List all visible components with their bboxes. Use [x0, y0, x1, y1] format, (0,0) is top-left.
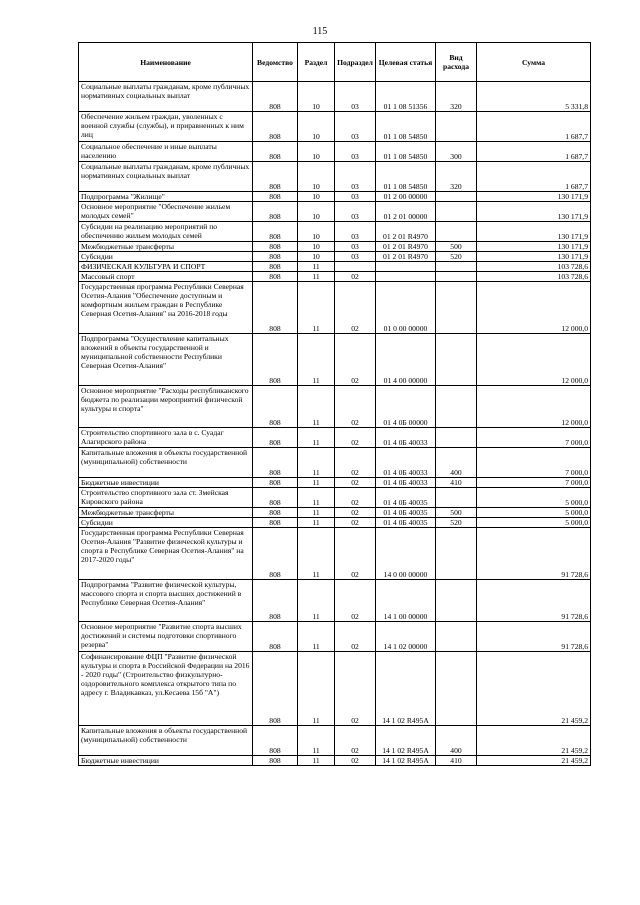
cell-dept: 808 — [253, 756, 298, 766]
cell-dept: 808 — [253, 272, 298, 282]
cell-name: Массовый спорт — [79, 272, 253, 282]
cell-subsection: 02 — [335, 428, 376, 448]
cell-name: Субсидии на реализацию мероприятий по обеспечению жильем молодых семей — [79, 222, 253, 242]
cell-kind — [436, 334, 477, 386]
cell-section: 11 — [298, 580, 335, 622]
cell-kind — [436, 488, 477, 508]
cell-sum: 12 000,0 — [477, 282, 591, 334]
table-row — [79, 756, 591, 766]
cell-sum: 103 728,6 — [477, 272, 591, 282]
cell-item: 01 1 08 54850 — [376, 162, 436, 192]
cell-item: 01 4 0Б 40033 — [376, 448, 436, 478]
cell-dept: 808 — [253, 192, 298, 202]
cell-kind — [436, 622, 477, 652]
cell-section: 10 — [298, 222, 335, 242]
cell-sum: 1 687,7 — [477, 142, 591, 162]
cell-subsection: 03 — [335, 192, 376, 202]
cell-sum: 130 171,9 — [477, 252, 591, 262]
table-row — [79, 282, 591, 334]
cell-dept: 808 — [253, 252, 298, 262]
cell-section: 11 — [298, 262, 335, 272]
cell-name: Социальное обеспечение и иные выплаты населению — [79, 142, 253, 162]
cell-section: 11 — [298, 488, 335, 508]
cell-dept: 808 — [253, 82, 298, 112]
table-row — [79, 528, 591, 580]
cell-section: 10 — [298, 112, 335, 142]
cell-kind — [436, 262, 477, 272]
cell-subsection: 03 — [335, 162, 376, 192]
cell-kind — [436, 282, 477, 334]
cell-sum: 5 000,0 — [477, 508, 591, 518]
cell-dept: 808 — [253, 162, 298, 192]
cell-subsection: 02 — [335, 508, 376, 518]
cell-kind: 410 — [436, 478, 477, 488]
cell-dept: 808 — [253, 222, 298, 242]
table-row — [79, 652, 591, 726]
cell-subsection: 02 — [335, 272, 376, 282]
cell-subsection: 03 — [335, 222, 376, 242]
cell-section: 11 — [298, 528, 335, 580]
cell-section: 10 — [298, 142, 335, 162]
cell-kind — [436, 112, 477, 142]
cell-sum: 5 000,0 — [477, 488, 591, 508]
cell-subsection: 03 — [335, 112, 376, 142]
cell-subsection: 02 — [335, 528, 376, 580]
cell-subsection: 02 — [335, 488, 376, 508]
cell-item: 14 1 00 00000 — [376, 580, 436, 622]
budget-table — [78, 42, 591, 766]
cell-kind: 520 — [436, 252, 477, 262]
cell-kind: 400 — [436, 448, 477, 478]
cell-section: 11 — [298, 282, 335, 334]
header-kind: Вид расхода — [436, 43, 477, 82]
cell-section: 11 — [298, 334, 335, 386]
cell-item: 01 2 01 R4970 — [376, 252, 436, 262]
cell-section: 11 — [298, 756, 335, 766]
table-body — [79, 82, 591, 766]
cell-sum: 12 000,0 — [477, 334, 591, 386]
cell-dept: 808 — [253, 528, 298, 580]
cell-name: Подпрограмма "Жилище" — [79, 192, 253, 202]
cell-item: 01 4 0Б 40033 — [376, 428, 436, 448]
cell-item: 14 1 02 R495А — [376, 726, 436, 756]
cell-kind: 520 — [436, 518, 477, 528]
cell-name: Основное мероприятие "Обеспечение жильем молодых семей" — [79, 202, 253, 222]
cell-item: 01 4 0Б 40035 — [376, 488, 436, 508]
cell-dept: 808 — [253, 652, 298, 726]
cell-name: Бюджетные инвестиции — [79, 756, 253, 766]
cell-subsection: 02 — [335, 518, 376, 528]
cell-dept: 808 — [253, 580, 298, 622]
table-row — [79, 252, 591, 262]
cell-subsection: 02 — [335, 386, 376, 428]
cell-dept: 808 — [253, 282, 298, 334]
cell-subsection: 02 — [335, 622, 376, 652]
cell-sum: 21 459,2 — [477, 652, 591, 726]
cell-sum: 5 000,0 — [477, 518, 591, 528]
cell-item — [376, 262, 436, 272]
cell-sum: 91 728,6 — [477, 528, 591, 580]
cell-name: Субсидии — [79, 518, 253, 528]
cell-kind — [436, 652, 477, 726]
cell-subsection: 03 — [335, 202, 376, 222]
table-row — [79, 428, 591, 448]
cell-name: Капитальные вложения в объекты государственной (муниципальной) собственности — [79, 448, 253, 478]
cell-kind: 320 — [436, 162, 477, 192]
cell-kind — [436, 222, 477, 242]
cell-section: 10 — [298, 192, 335, 202]
cell-item: 01 4 0Б 40035 — [376, 518, 436, 528]
cell-item: 14 0 00 00000 — [376, 528, 436, 580]
cell-section: 10 — [298, 162, 335, 192]
cell-dept: 808 — [253, 262, 298, 272]
cell-section: 10 — [298, 252, 335, 262]
cell-item: 01 1 08 54850 — [376, 142, 436, 162]
cell-name: Социальные выплаты гражданам, кроме публичных нормативных социальных выплат — [79, 162, 253, 192]
cell-name: Обеспечение жильем граждан, уволенных с военной службы (службы), и приравненных к ним лиц — [79, 112, 253, 142]
cell-subsection: 02 — [335, 756, 376, 766]
table-row — [79, 202, 591, 222]
cell-dept: 808 — [253, 508, 298, 518]
cell-item: 01 0 00 00000 — [376, 282, 436, 334]
cell-section: 10 — [298, 242, 335, 252]
header-name: Наименование — [79, 43, 253, 82]
cell-name: Субсидии — [79, 252, 253, 262]
cell-sum: 130 171,9 — [477, 222, 591, 242]
table-row — [79, 518, 591, 528]
cell-subsection: 02 — [335, 726, 376, 756]
table-row — [79, 386, 591, 428]
cell-item: 01 2 01 R4970 — [376, 242, 436, 252]
table-row — [79, 142, 591, 162]
header-subsection: Подраздел — [335, 43, 376, 82]
cell-subsection: 02 — [335, 448, 376, 478]
cell-subsection — [335, 262, 376, 272]
cell-name: Бюджетные инвестиции — [79, 478, 253, 488]
cell-item: 01 2 01 R4970 — [376, 222, 436, 242]
cell-name: Софинансирование ФЦП "Развитие физической культуры и спорта в Российской Федерации на 2016 - 2020 годы" (Строительство физкультурно-оздоровительного комплекса открытого типа по адресу г. Владикавказ, ул.Кесаева 15б "А") — [79, 652, 253, 726]
cell-dept: 808 — [253, 386, 298, 428]
table-row — [79, 262, 591, 272]
cell-item: 01 1 08 51356 — [376, 82, 436, 112]
cell-name: Капитальные вложения в объекты государственной (муниципальной) собственности — [79, 726, 253, 756]
cell-subsection: 03 — [335, 242, 376, 252]
table-row — [79, 162, 591, 192]
table-row — [79, 242, 591, 252]
cell-name: Межбюджетные трансферты — [79, 508, 253, 518]
cell-kind: 410 — [436, 756, 477, 766]
cell-dept: 808 — [253, 518, 298, 528]
table-row — [79, 448, 591, 478]
cell-item: 01 2 00 00000 — [376, 192, 436, 202]
cell-sum: 5 331,8 — [477, 82, 591, 112]
cell-sum: 21 459,2 — [477, 756, 591, 766]
cell-dept: 808 — [253, 428, 298, 448]
cell-section: 11 — [298, 652, 335, 726]
table-row — [79, 334, 591, 386]
cell-dept: 808 — [253, 488, 298, 508]
cell-kind: 400 — [436, 726, 477, 756]
cell-kind — [436, 580, 477, 622]
cell-kind: 500 — [436, 508, 477, 518]
cell-kind — [436, 202, 477, 222]
cell-subsection: 03 — [335, 252, 376, 262]
cell-item: 14 1 02 00000 — [376, 622, 436, 652]
cell-item: 01 1 08 54850 — [376, 112, 436, 142]
cell-item: 01 4 0Б 40035 — [376, 508, 436, 518]
table-row — [79, 192, 591, 202]
cell-section: 11 — [298, 478, 335, 488]
header-item: Целевая статья — [376, 43, 436, 82]
table-row — [79, 478, 591, 488]
table-row — [79, 622, 591, 652]
cell-kind: 300 — [436, 142, 477, 162]
cell-item: 01 4 0Б 00000 — [376, 386, 436, 428]
cell-subsection: 03 — [335, 142, 376, 162]
cell-name: Государственная программа Республики Северная Осетия-Алания "Развитие физической культуры и спорта в Республике Северная Осетия-Алания" на 2017-2020 годы" — [79, 528, 253, 580]
cell-item: 01 4 00 00000 — [376, 334, 436, 386]
cell-item: 14 1 02 R495А — [376, 756, 436, 766]
cell-section: 11 — [298, 622, 335, 652]
cell-sum: 12 000,0 — [477, 386, 591, 428]
cell-name: Строительство спортивного зала в с. Суадаг Алагирского района — [79, 428, 253, 448]
cell-subsection: 02 — [335, 282, 376, 334]
table-row — [79, 508, 591, 518]
table-row — [79, 112, 591, 142]
cell-section: 11 — [298, 508, 335, 518]
cell-subsection: 02 — [335, 652, 376, 726]
header-sum: Сумма — [477, 43, 591, 82]
table-row — [79, 222, 591, 242]
cell-name: Строительство спортивного зала ст. Змейская Кировского района — [79, 488, 253, 508]
table-row — [79, 272, 591, 282]
cell-name: Межбюджетные трансферты — [79, 242, 253, 252]
page-number: 115 — [312, 26, 328, 37]
cell-dept: 808 — [253, 478, 298, 488]
cell-kind — [436, 192, 477, 202]
cell-dept: 808 — [253, 112, 298, 142]
cell-name: Подпрограмма "Осуществление капитальных вложений в объекты государственной и муниципальной собственности Республики Северная Осетия-Алания" — [79, 334, 253, 386]
cell-dept: 808 — [253, 202, 298, 222]
cell-dept: 808 — [253, 242, 298, 252]
cell-subsection: 02 — [335, 580, 376, 622]
cell-name: Основное мероприятие "Развитие спорта высших достижений и системы подготовки спортивного резерва" — [79, 622, 253, 652]
cell-kind: 500 — [436, 242, 477, 252]
cell-section: 11 — [298, 428, 335, 448]
cell-sum: 130 171,9 — [477, 242, 591, 252]
cell-name: Государственная программа Республики Северная Осетия-Алания "Обеспечение доступным и комфортным жильем граждан в Республике Северная Осетия-Алания" на 2016-2018 годы — [79, 282, 253, 334]
table-row — [79, 488, 591, 508]
cell-sum: 130 171,9 — [477, 202, 591, 222]
cell-kind — [436, 272, 477, 282]
cell-dept: 808 — [253, 142, 298, 162]
cell-kind — [436, 386, 477, 428]
header-dept: Ведомство — [253, 43, 298, 82]
cell-sum: 130 171,9 — [477, 192, 591, 202]
cell-item: 01 2 01 00000 — [376, 202, 436, 222]
cell-sum: 91 728,6 — [477, 580, 591, 622]
cell-name: Основное мероприятие "Расходы республиканского бюджета по реализации мероприятий физической культуры и спорта" — [79, 386, 253, 428]
cell-subsection: 02 — [335, 334, 376, 386]
cell-section: 11 — [298, 448, 335, 478]
table-row — [79, 580, 591, 622]
header-section: Раздел — [298, 43, 335, 82]
cell-name: Социальные выплаты гражданам, кроме публичных нормативных социальных выплат — [79, 82, 253, 112]
cell-sum: 1 687,7 — [477, 162, 591, 192]
cell-kind — [436, 428, 477, 448]
cell-sum: 1 687,7 — [477, 112, 591, 142]
cell-kind — [436, 528, 477, 580]
cell-sum: 7 000,0 — [477, 478, 591, 488]
cell-sum: 7 000,0 — [477, 428, 591, 448]
cell-section: 11 — [298, 518, 335, 528]
cell-dept: 808 — [253, 622, 298, 652]
cell-item: 01 4 0Б 40033 — [376, 478, 436, 488]
cell-subsection: 03 — [335, 82, 376, 112]
cell-sum: 103 728,6 — [477, 262, 591, 272]
cell-kind: 320 — [436, 82, 477, 112]
cell-section: 11 — [298, 272, 335, 282]
cell-section: 11 — [298, 386, 335, 428]
cell-name: Подпрограмма "Развитие физической культуры, массового спорта и спорта высших достижений в Республике Северная Осетия-Алания" — [79, 580, 253, 622]
cell-sum: 7 000,0 — [477, 448, 591, 478]
table-header-row — [79, 43, 591, 82]
cell-sum: 21 459,2 — [477, 726, 591, 756]
cell-sum: 91 728,6 — [477, 622, 591, 652]
cell-section: 10 — [298, 82, 335, 112]
cell-item — [376, 272, 436, 282]
cell-section: 10 — [298, 202, 335, 222]
cell-item: 14 1 02 R495А — [376, 652, 436, 726]
cell-name: ФИЗИЧЕСКАЯ КУЛЬТУРА И СПОРТ — [79, 262, 253, 272]
cell-section: 11 — [298, 726, 335, 756]
cell-dept: 808 — [253, 726, 298, 756]
cell-dept: 808 — [253, 448, 298, 478]
table-row — [79, 726, 591, 756]
table-row — [79, 82, 591, 112]
cell-subsection: 02 — [335, 478, 376, 488]
cell-dept: 808 — [253, 334, 298, 386]
